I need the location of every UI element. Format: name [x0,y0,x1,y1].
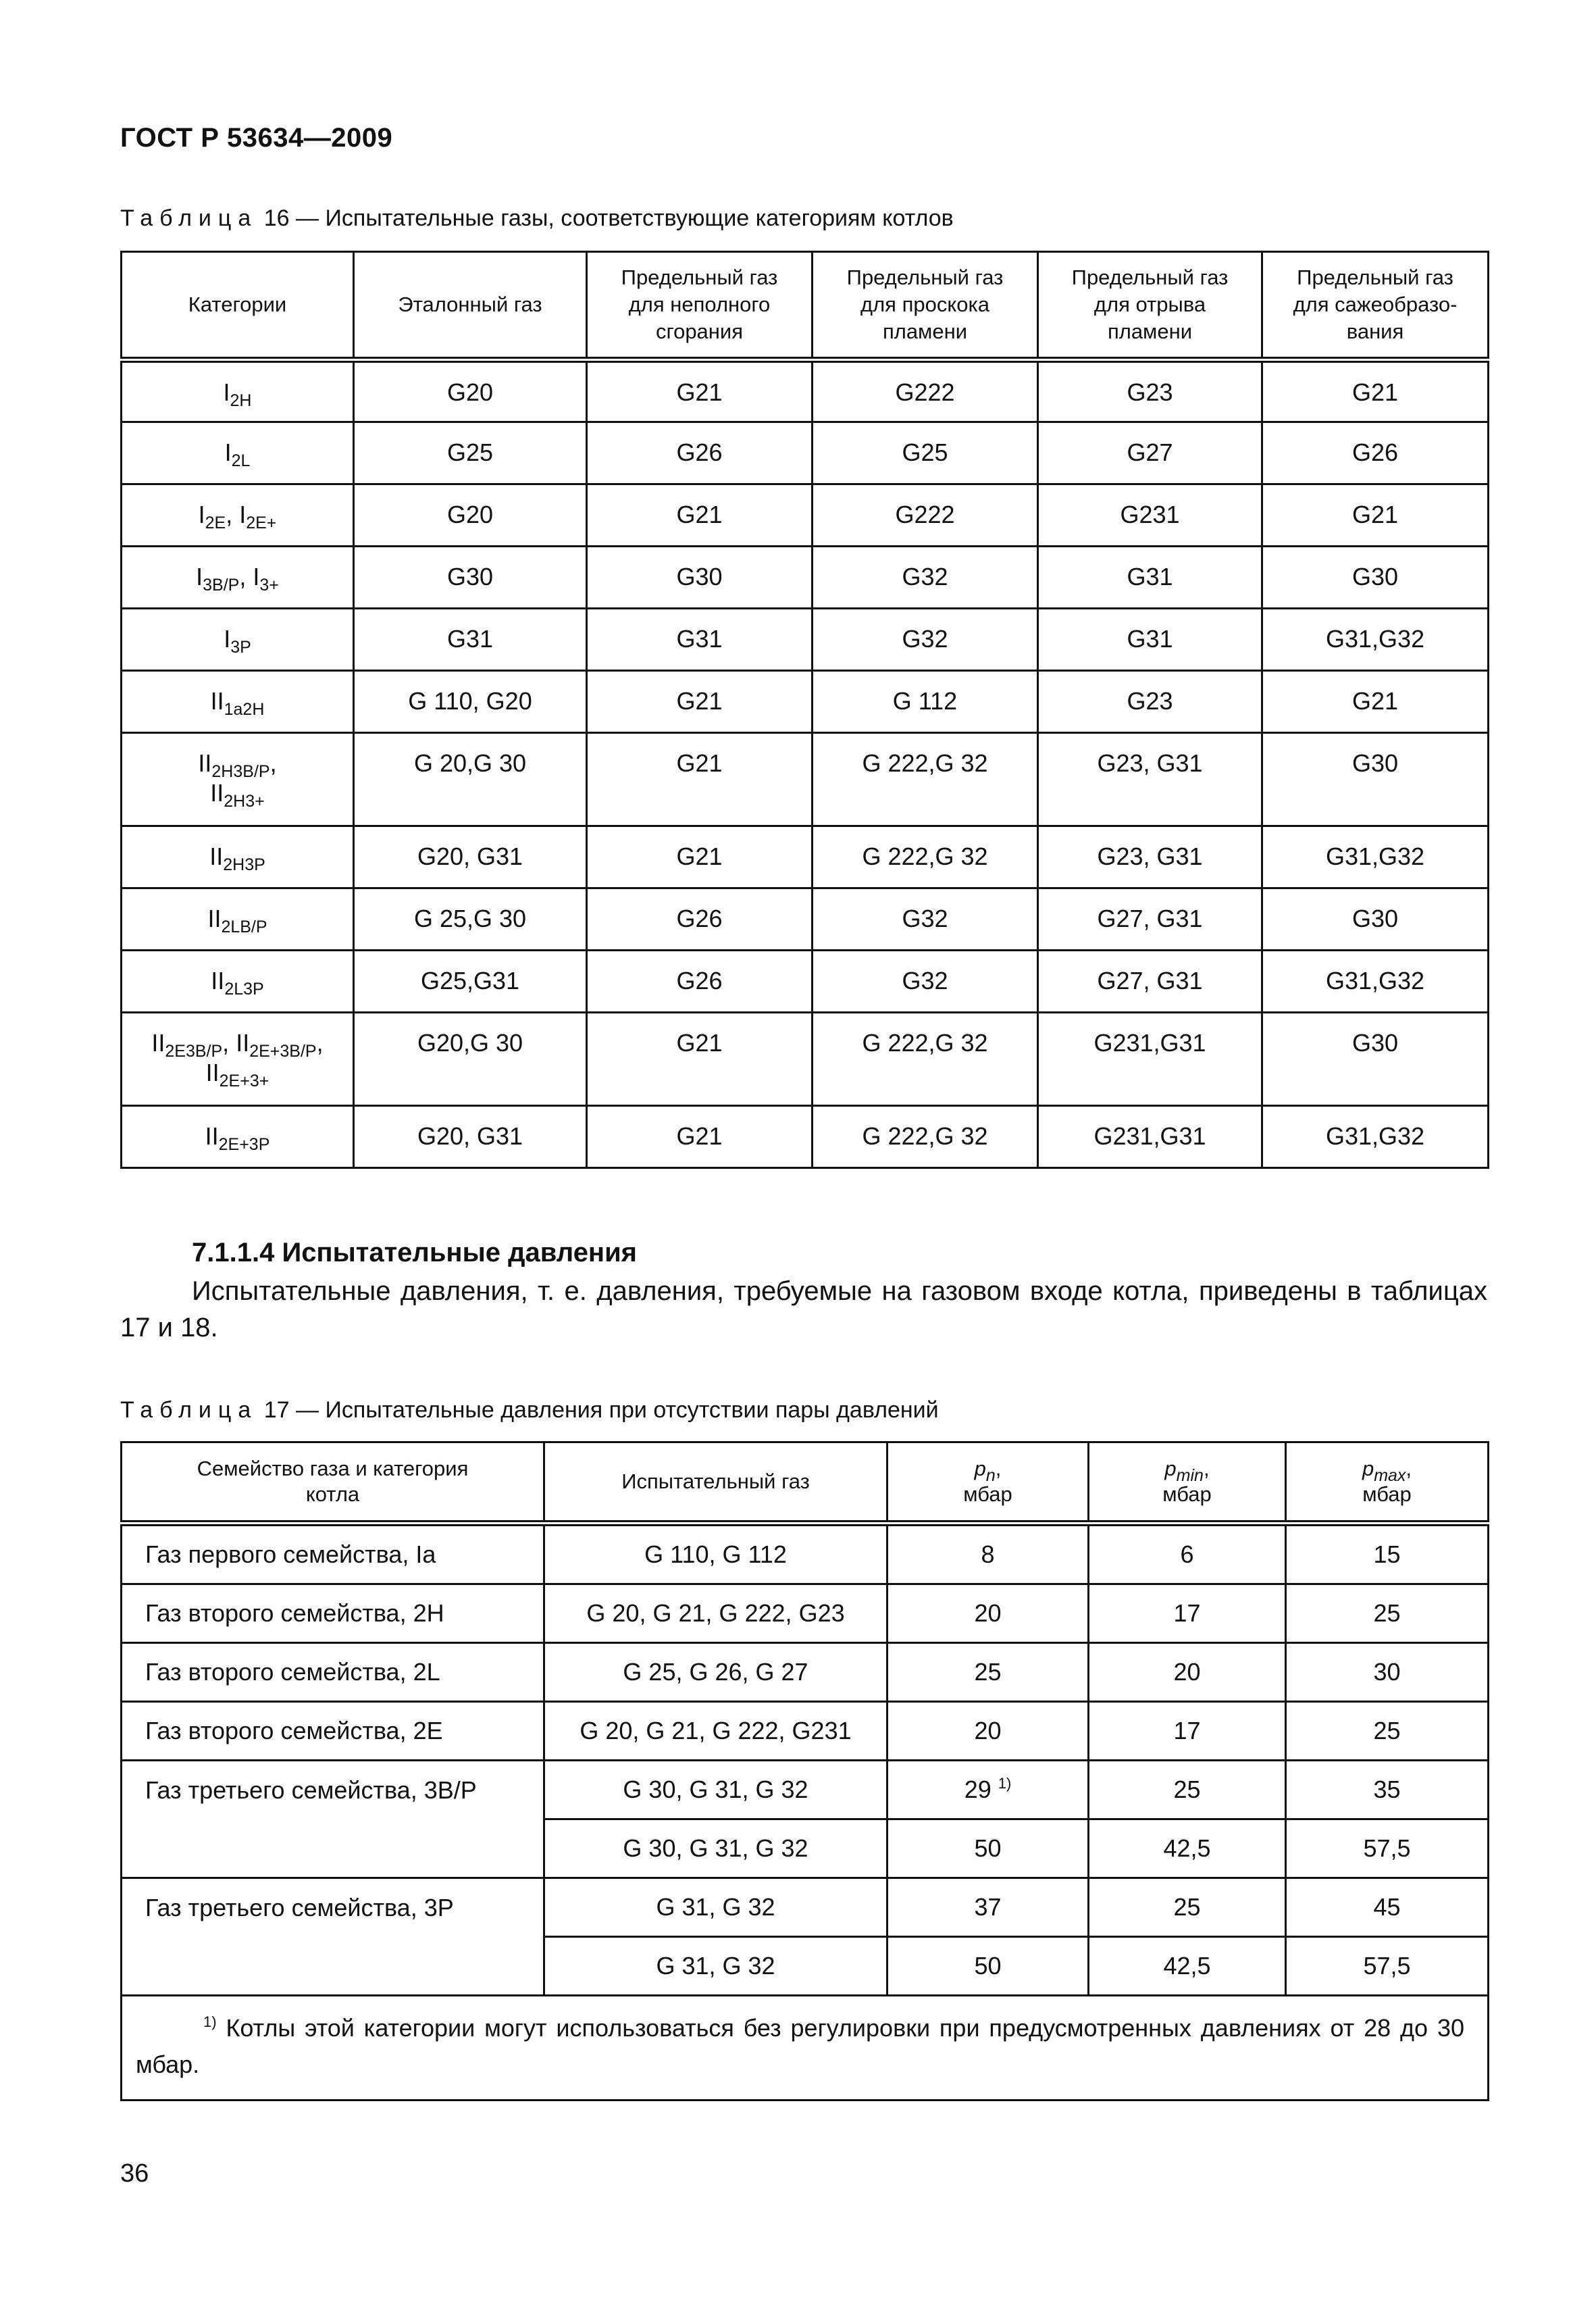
gas-cell: G31 [587,609,813,671]
gas-cell: G32 [813,547,1038,609]
pn-cell: 20 [887,1702,1089,1761]
gas-cell: G30 [1262,733,1489,826]
gas-cell: G23, G31 [1038,733,1262,826]
caption-label: Таблица [120,205,258,231]
family-cell: Газ третьего семейства, 3B/P [122,1761,544,1878]
gas-cell: G 20, G 21, G 222, G231 [544,1702,887,1761]
gas-cell: G31,G32 [1262,951,1489,1013]
table-row [122,733,1489,826]
section-heading: 7.1.1.4 Испытательные давления [192,1238,638,1267]
gas-cell: G231 [1038,484,1262,547]
table-row [122,1643,1489,1702]
gas-cell: G27, G31 [1038,888,1262,951]
gas-cell: G31 [354,609,587,671]
category-cell: $II_{1a2H}$ [122,671,354,733]
gas-cell: G 112 [813,671,1038,733]
table-row [122,1106,1489,1168]
table-row [122,609,1489,671]
gas-cell: G21 [1262,484,1489,547]
footnote-text: Котлы этой категории могут использоваться без регулировки при предусмотренных давлениях от 28 до 30 мбар. [136,2014,1464,2078]
pmin-cell: 17 [1089,1584,1286,1643]
table-row [122,826,1489,888]
table-17-caption [120,1397,939,1424]
pmin-cell: 25 [1089,1761,1286,1819]
gas-cell: G26 [1262,422,1489,484]
col-family-header: Семейство газа и категория котла [122,1442,544,1524]
footnote-cell [122,1996,1489,2101]
pn-cell: 50 [887,1937,1089,1996]
table-16-col-header: Предельный газ для отрыва пламени [1038,252,1262,360]
category-cell: $II_{2L3P}$ [122,951,354,1013]
table-16-col-header: Категории [122,252,354,360]
gas-cell: G23 [1038,671,1262,733]
gas-cell: G 222,G 32 [813,1106,1038,1168]
gas-cell: G231,G31 [1038,1013,1262,1106]
gas-cell: G 31, G 32 [544,1878,887,1937]
pn-cell: 20 [887,1584,1089,1643]
pmax-cell: 25 [1286,1702,1489,1761]
table-16-col-header: Предельный газ для проскока пламени [813,252,1038,360]
pmin-cell: 42,5 [1089,1819,1286,1878]
gas-cell: G 222,G 32 [813,826,1038,888]
section-paragraph: Испытательные давления, т. е. давления, требуемые на газовом входе котла, приведены в таблицах 17 и 18. [120,1276,1487,1342]
category-cell: $II_{2LB/P}$ [122,888,354,951]
gas-cell: G23 [1038,360,1262,422]
table-row [122,1584,1489,1643]
table-row [122,422,1489,484]
table-row [122,951,1489,1013]
footnote-mark: 1) [203,2013,217,2030]
category-cell: $I_{2L}$ [122,422,354,484]
document-header: ГОСТ Р 53634—2009 [120,123,393,153]
gas-cell: G 222,G 32 [813,1013,1038,1106]
table-row [122,1524,1489,1584]
pmin-cell: 25 [1089,1878,1286,1937]
gas-cell: G21 [587,1106,813,1168]
caption-text: 16 — Испытательные газы, соответствующие категориям котлов [263,205,954,231]
gas-cell: G20 [354,360,587,422]
gas-cell: G21 [587,1013,813,1106]
gas-cell: G20 [354,484,587,547]
gas-cell: G25,G31 [354,951,587,1013]
gas-cell: G23, G31 [1038,826,1262,888]
table-row [122,547,1489,609]
table-row [122,671,1489,733]
family-cell: Газ первого семейства, Ia [122,1524,544,1584]
gas-cell: G31,G32 [1262,826,1489,888]
caption-text: 17 — Испытательные давления при отсутствии пары давлений [263,1397,939,1423]
table-16-col-header: Эталонный газ [354,252,587,360]
family-cell: Газ второго семейства, 2L [122,1643,544,1702]
gas-cell: G21 [1262,360,1489,422]
pmin-cell: 42,5 [1089,1937,1286,1996]
family-cell: Газ второго семейства, 2H [122,1584,544,1643]
gas-cell: G26 [587,951,813,1013]
pmax-cell: 35 [1286,1761,1489,1819]
gas-cell: G 30, G 31, G 32 [544,1819,887,1878]
table-row [122,1013,1489,1106]
gas-cell: G21 [587,671,813,733]
gas-cell: G32 [813,888,1038,951]
gas-cell: G21 [587,484,813,547]
gas-cell: G30 [1262,888,1489,951]
pmin-cell: 17 [1089,1702,1286,1761]
table-16-col-header: Предельный газ для сажеобразо- вания [1262,252,1489,360]
table-row [122,484,1489,547]
col-pmax-header: $p_{max}$, мбар [1286,1442,1489,1524]
gas-cell: G222 [813,360,1038,422]
gas-cell: G31,G32 [1262,609,1489,671]
gas-cell: G21 [1262,671,1489,733]
gas-cell: G 222,G 32 [813,733,1038,826]
gas-cell: G32 [813,951,1038,1013]
gas-cell: G 25,G 30 [354,888,587,951]
gas-cell: G30 [587,547,813,609]
gas-cell: G 20, G 21, G 222, G23 [544,1584,887,1643]
pmax-cell: 57,5 [1286,1819,1489,1878]
table-17-header-row [122,1442,1489,1524]
col-pmin-header: $p_{min}$, мбар [1089,1442,1286,1524]
col-gas-header: Испытательный газ [544,1442,887,1524]
gas-cell: G 31, G 32 [544,1937,887,1996]
table-row [122,1761,1489,1819]
gas-cell: G20, G31 [354,826,587,888]
family-cell: Газ третьего семейства, 3P [122,1878,544,1996]
gas-cell: G25 [354,422,587,484]
table-row [122,1702,1489,1761]
gas-cell: G 30, G 31, G 32 [544,1761,887,1819]
pmax-cell: 15 [1286,1524,1489,1584]
pmax-cell: 57,5 [1286,1937,1489,1996]
gas-cell: G 110, G20 [354,671,587,733]
gas-cell: G31 [1038,609,1262,671]
family-cell: Газ второго семейства, 2E [122,1702,544,1761]
pn-cell: 37 [887,1878,1089,1937]
gas-cell: G25 [813,422,1038,484]
gas-cell: G21 [587,733,813,826]
gas-cell: G26 [587,422,813,484]
category-cell: $I_{3P}$ [122,609,354,671]
category-cell: $II_{2H3P}$ [122,826,354,888]
gas-cell: G32 [813,609,1038,671]
pmin-cell: 20 [1089,1643,1286,1702]
footnote-ref: 1) [998,1775,1012,1792]
gas-cell: G21 [587,360,813,422]
table-16-caption [120,205,954,232]
gas-cell: G 110, G 112 [544,1524,887,1584]
gas-cell: G30 [1262,1013,1489,1106]
table-16 [120,251,1489,1169]
gas-cell: G27, G31 [1038,951,1262,1013]
pmin-cell: 6 [1089,1524,1286,1584]
table-16-col-header: Предельный газ для неполного сгорания [587,252,813,360]
pmax-cell: 25 [1286,1584,1489,1643]
gas-cell: G20,G 30 [354,1013,587,1106]
gas-cell: G222 [813,484,1038,547]
gas-cell: G231,G31 [1038,1106,1262,1168]
category-cell: $II_{2H3B/P}$, $II_{2H3+}$ [122,733,354,826]
gas-cell: G20, G31 [354,1106,587,1168]
gas-cell: G31 [1038,547,1262,609]
pn-cell: 25 [887,1643,1089,1702]
category-cell: $I_{2E}$, $I_{2E+}$ [122,484,354,547]
gas-cell: G26 [587,888,813,951]
table-row [122,1878,1489,1937]
caption-label: Таблица [120,1397,258,1423]
gas-cell: G30 [1262,547,1489,609]
table-row [122,360,1489,422]
pmax-cell: 45 [1286,1878,1489,1937]
col-pn-header: $p_n$, мбар [887,1442,1089,1524]
gas-cell: G 25, G 26, G 27 [544,1643,887,1702]
page-number: 36 [120,2159,149,2188]
pn-cell: 29 $^{1)}$ [887,1761,1089,1819]
gas-cell: G27 [1038,422,1262,484]
gas-cell: G31,G32 [1262,1106,1489,1168]
table-16-header-row [122,252,1489,360]
gas-cell: G21 [587,826,813,888]
gas-cell: G 20,G 30 [354,733,587,826]
table-17-footnote-row [122,1996,1489,2101]
gas-cell: G30 [354,547,587,609]
table-17 [120,1441,1489,2101]
category-cell: $I_{3B/P}$, $I_{3+}$ [122,547,354,609]
pn-cell: 8 [887,1524,1089,1584]
pmax-cell: 30 [1286,1643,1489,1702]
category-cell: $II_{2E+3P}$ [122,1106,354,1168]
category-cell: $I_{2H}$ [122,360,354,422]
pn-cell: 50 [887,1819,1089,1878]
table-row [122,888,1489,951]
category-cell: $II_{2E3B/P}$, $II_{2E+3B/P}$, $II_{2E+3+}$ [122,1013,354,1106]
